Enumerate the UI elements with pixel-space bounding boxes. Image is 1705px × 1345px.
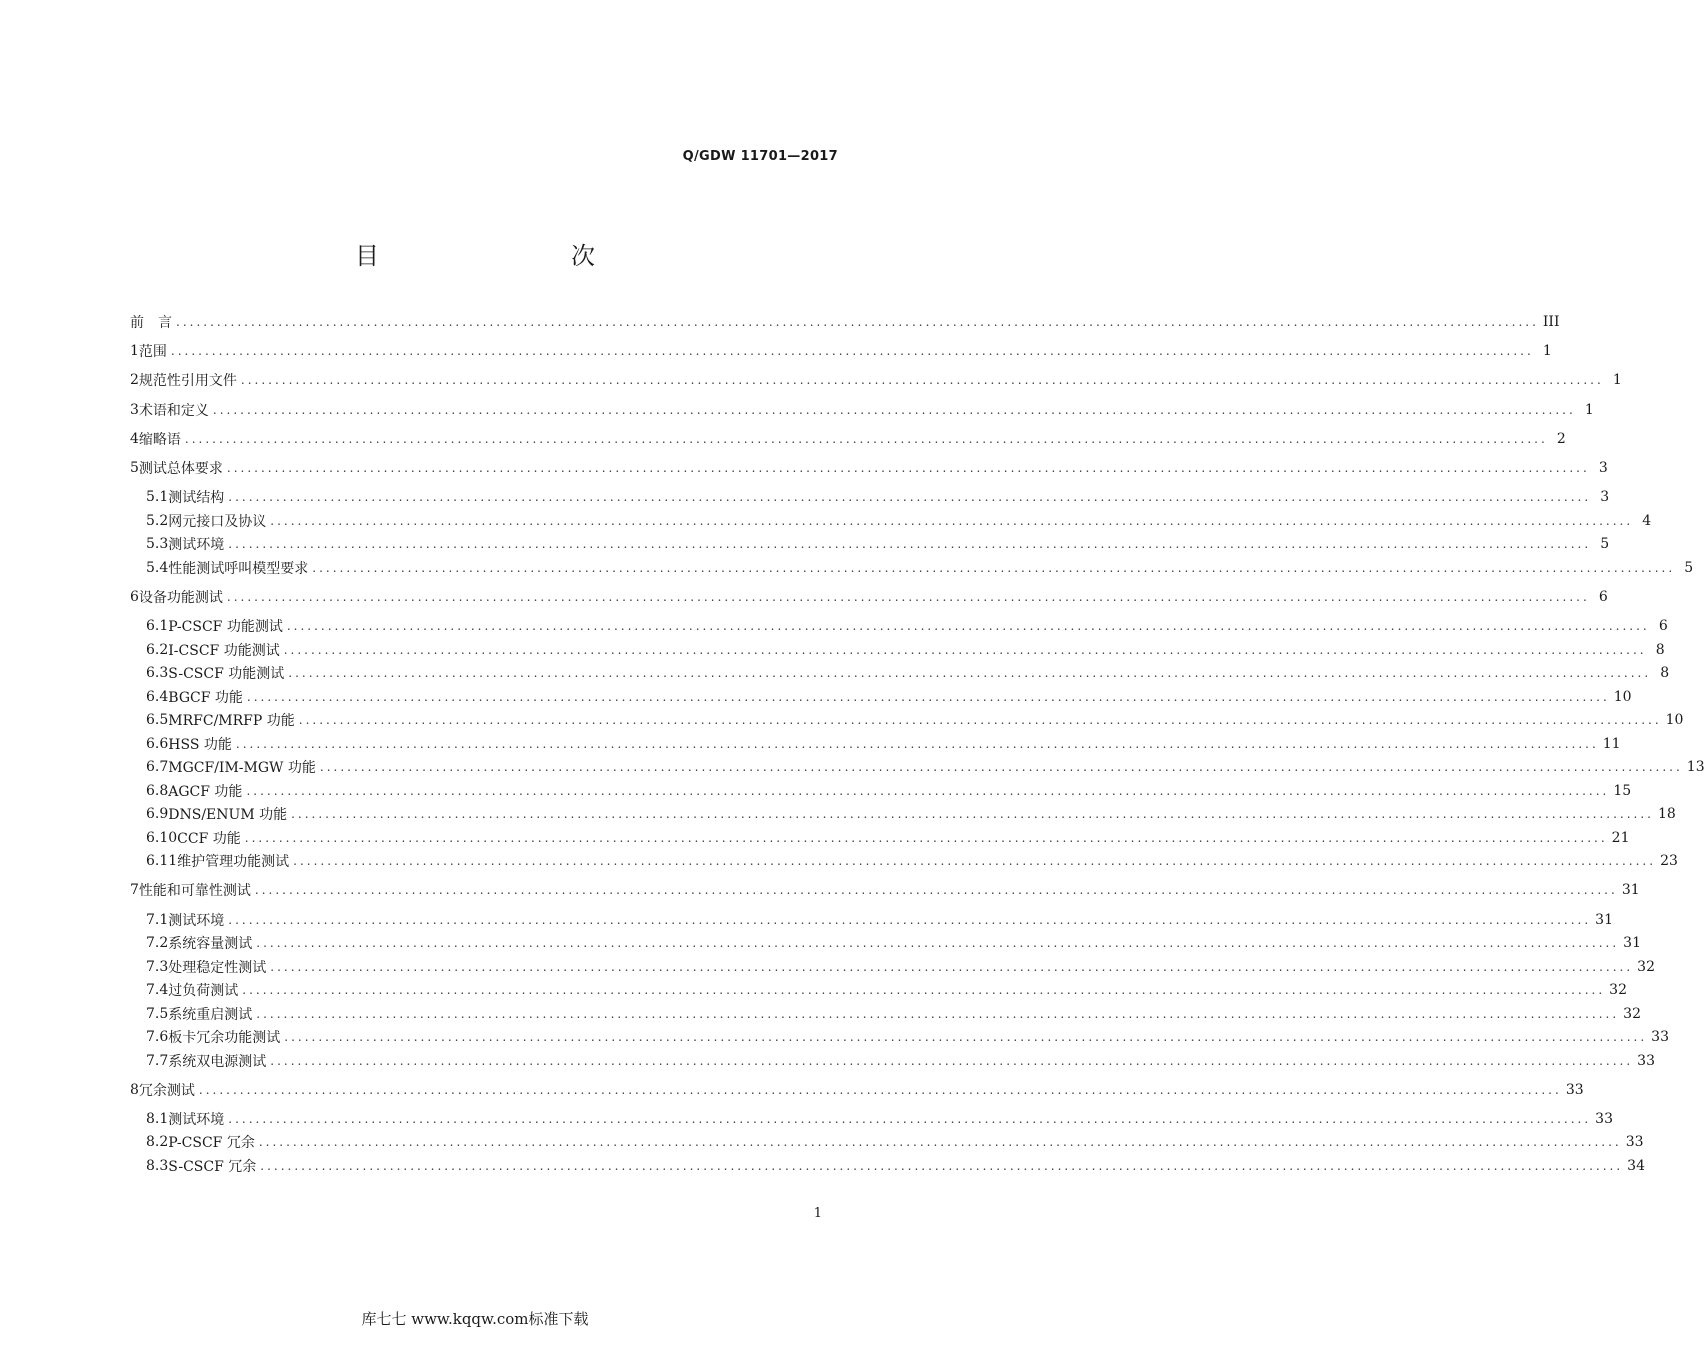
toc-entry[interactable] [130,1080,1584,1100]
toc-entry-label: HSS 功能 [168,736,232,753]
toc-entry[interactable] [146,1156,1645,1176]
toc-entry-number: 8.3 [146,1157,169,1174]
toc-entry[interactable] [146,511,1652,531]
toc-entry-number: 6.7 [146,759,169,776]
toc-entry[interactable] [130,880,1640,900]
toc-entry-label: MGCF/IM-MGW 功能 [168,760,316,777]
toc-entry-number: 7.1 [146,911,169,928]
toc-entry-label: 过负荷测试 [168,983,239,999]
toc-entry-number: 5.3 [146,536,169,553]
toc-entry-page: 5 [1600,536,1610,553]
page-number: 1 [813,1206,822,1221]
toc-leader-dots: ........................................................................................................................................................................................................ [258,1135,1622,1150]
toc-leader-dots: ........................................................................................................................................................................................................ [228,912,1592,927]
toc-entry-label: DNS/ENUM 功能 [168,807,288,824]
toc-entry-label: 性能和可靠性测试 [138,883,251,900]
toc-entry-number: 6.11 [146,853,178,870]
toc-entry-page: 1 [1612,372,1622,389]
toc-leader-dots: ........................................................................................................................................................................................................ [283,642,1647,657]
toc-entry-label: 系统双电源测试 [168,1053,267,1070]
toc-entry-number: 4 [130,430,139,447]
toc-entry-number: 7 [130,882,139,899]
toc-entry-label: 网元接口及协议 [168,513,267,530]
toc-leader-dots: ........................................................................................................................................................................................................ [293,854,1657,869]
toc-entry-page: 3 [1598,460,1608,476]
toc-leader-dots: ........................................................................................................................................................................................................ [270,1053,1634,1068]
toc-leader-dots: ........................................................................................................................................................................................................ [228,1111,1592,1126]
toc-leader-dots: ........................................................................................................................................................................................................ [260,1158,1624,1173]
toc-entry-number: 6.8 [146,782,169,799]
toc-entry-label: S-CSCF 功能测试 [168,666,285,683]
toc-entry[interactable] [146,757,1705,777]
toc-entry[interactable] [146,851,1678,871]
toc-entry-page: 31 [1623,935,1641,951]
toc-entry-page: 32 [1609,982,1627,998]
toc-entry[interactable] [146,616,1668,636]
toc-entry[interactable] [146,558,1694,578]
toc-entry-label: S-CSCF 冗余 [168,1158,257,1175]
toc-entry-page: 10 [1613,688,1632,705]
toc-entry-page: 8 [1660,665,1670,682]
toc-entry-page: 5 [1684,559,1694,576]
toc-entry-number: 6.10 [146,829,178,846]
toc-entry[interactable] [146,804,1676,824]
toc-entry-page: 31 [1621,882,1640,899]
toc-entry[interactable] [146,1132,1644,1152]
toc-leader-dots: ........................................................................................................................................................................................................ [256,1006,1620,1021]
toc-leader-dots: ........................................................................................................................................................................................................ [228,490,1592,505]
toc-entry-label: P-CSCF 冗余 [168,1135,255,1152]
toc-entry-label: 规范性引用文件 [138,373,237,390]
toc-entry[interactable] [146,734,1621,754]
toc-entry-page: 2 [1556,430,1566,447]
toc-entry-label: 测试结构 [168,490,225,507]
toc-entry-number: 7.3 [146,958,169,975]
toc-entry-number: 5 [130,460,139,476]
toc-entry-label: 测试环境 [168,912,225,929]
toc-entry[interactable] [146,534,1610,554]
toc-entry-page: 18 [1658,806,1676,823]
toc-entry-page: 6 [1658,618,1668,635]
toc-entry-page: 8 [1655,641,1665,658]
toc-entry[interactable] [146,640,1665,660]
toc-entry[interactable] [146,980,1627,1000]
toc-entry[interactable] [146,710,1684,730]
toc-entry-label: 前 言 [130,315,172,331]
toc-entry-number: 8 [130,1081,139,1098]
toc-entry[interactable] [130,587,1608,607]
toc-entry-number: 5.1 [146,489,169,506]
toc-entry-number: 7.6 [146,1029,169,1045]
toc-entry-page: 23 [1660,853,1678,870]
toc-entry-label: 测试环境 [168,1111,225,1128]
toc-entry-number: 6.3 [146,665,169,682]
toc-entry-number: 6.4 [146,688,169,705]
toc-leader-dots: ........................................................................................................................................................................................................ [319,760,1683,775]
toc-entry-label: CCF 功能 [177,830,241,847]
toc-entry-page: 32 [1637,958,1655,975]
toc-entry[interactable] [146,828,1630,848]
toc-entry-label: 缩略语 [138,431,181,448]
toc-entry-page: 33 [1651,1029,1669,1045]
toc-entry[interactable] [146,1027,1669,1047]
toc-leader-dots: ........................................................................................................................................................................................................ [246,783,1610,798]
toc-leader-dots: ........................................................................................................................................................................................................ [270,959,1634,974]
toc-entry-number: 6.5 [146,712,169,729]
toc-entry[interactable] [130,312,1560,332]
toc-entry[interactable] [146,910,1613,930]
toc-entry[interactable] [130,458,1608,478]
toc-entry[interactable] [146,487,1610,507]
toc-entry-label: 设备功能测试 [138,589,223,606]
toc-entry[interactable] [130,341,1552,361]
footer-watermark: 库七七 www.kqqw.com标准下载 [361,1310,589,1328]
toc-entry-label: I-CSCF 功能测试 [168,642,280,659]
toc-leader-dots: ........................................................................................................................................................................................................ [198,1082,1562,1097]
toc-leader-dots: ........................................................................................................................................................................................................ [244,830,1608,845]
toc-entry-number: 6 [130,588,139,605]
toc-entry[interactable] [146,781,1632,801]
toc-entry-number: 7.5 [146,1005,169,1022]
toc-leader-dots: ........................................................................................................................................................................................................ [286,619,1650,634]
toc-leader-dots: ........................................................................................................................................................................................................ [226,461,1590,475]
toc-entry-page: 33 [1625,1134,1644,1151]
toc-entry-page: 1 [1584,401,1594,418]
toc-entry[interactable] [146,687,1632,707]
toc-entry-number: 8.2 [146,1134,169,1151]
toc-entry-page: 11 [1602,735,1621,752]
toc-entry[interactable] [146,663,1670,683]
toc-title: 目 次 [355,242,643,270]
document-code: Q/GDW 11701—2017 [682,149,838,164]
toc-entry-page: 15 [1613,782,1632,799]
toc-entry-label: 维护管理功能测试 [177,854,290,871]
toc-leader-dots: ........................................................................................................................................................................................................ [228,537,1592,552]
toc-entry-label: MRFC/MRFP 功能 [168,713,295,730]
toc-entry-label: BGCF 功能 [168,689,243,706]
toc-entry-number: 6.9 [146,806,169,823]
toc-entry[interactable] [146,1109,1613,1129]
toc-leader-dots: ........................................................................................................................................................................................................ [170,344,1534,359]
toc-entry-label: 范围 [138,344,167,361]
toc-leader-dots: ........................................................................................................................................................................................................ [212,402,1576,417]
toc-entry-number: 1 [130,343,139,360]
toc-entry-page: 33 [1637,1052,1655,1069]
toc-entry-label: 处理稳定性测试 [168,959,267,976]
toc-entry-page: 10 [1665,712,1684,729]
toc-entry-number: 8.1 [146,1110,169,1127]
toc-entry-page: 3 [1600,489,1610,506]
toc-entry-label: 性能测试呼叫模型要求 [168,560,309,577]
toc-entry-label: 系统容量测试 [168,936,253,952]
toc-entry-page: 1 [1542,343,1552,360]
toc-entry-number: 7.4 [146,982,169,998]
toc-entry-number: 6.6 [146,735,169,752]
toc-entry-label: 测试总体要求 [138,461,223,477]
toc-entry-page: 34 [1627,1157,1645,1174]
toc-entry-page: III [1542,314,1560,330]
toc-entry-page: 21 [1611,829,1630,846]
toc-entry-label: 术语和定义 [138,402,209,419]
toc-leader-dots: ........................................................................................................................................................................................................ [242,983,1606,997]
toc-entry-number: 6.2 [146,641,169,658]
toc-leader-dots: ........................................................................................................................................................................................................ [291,807,1654,822]
toc-leader-dots: ........................................................................................................................................................................................................ [256,936,1620,950]
toc-entry-number: 7.7 [146,1052,169,1069]
toc-leader-dots: ........................................................................................................................................................................................................ [176,315,1539,329]
toc-leader-dots: ........................................................................................................................................................................................................ [226,589,1590,604]
toc-entry-page: 6 [1598,588,1608,605]
toc-leader-dots: ........................................................................................................................................................................................................ [284,1030,1648,1044]
toc-entry[interactable] [146,1004,1641,1024]
toc-entry[interactable] [130,400,1594,420]
toc-entry-page: 13 [1686,759,1705,776]
toc-entry-page: 4 [1642,512,1652,529]
toc-entry-label: 冗余测试 [138,1082,195,1099]
toc-leader-dots: ........................................................................................................................................................................................................ [235,736,1599,751]
toc-entry-label: 板卡冗余功能测试 [168,1030,281,1046]
toc-entry-label: 系统重启测试 [168,1006,253,1023]
toc-entry[interactable] [146,933,1641,953]
toc-leader-dots: ........................................................................................................................................................................................................ [288,666,1652,681]
toc-entry[interactable] [130,370,1622,390]
toc-entry-page: 33 [1595,1110,1613,1127]
toc-entry-label: 测试环境 [168,537,225,554]
toc-leader-dots: ........................................................................................................................................................................................................ [240,373,1604,388]
toc-entry[interactable] [130,429,1566,449]
toc-entry[interactable] [146,957,1655,977]
toc-entry-page: 33 [1565,1081,1584,1098]
toc-entry-number: 7.2 [146,935,169,951]
toc-leader-dots: ........................................................................................................................................................................................................ [184,431,1548,446]
toc-entry-page: 32 [1623,1005,1641,1022]
toc-entry-number: 3 [130,401,139,418]
toc-leader-dots: ........................................................................................................................................................................................................ [270,513,1634,528]
toc-entry-number: 2 [130,372,139,389]
toc-entry-label: P-CSCF 功能测试 [168,619,283,636]
toc-entry-label: AGCF 功能 [168,783,243,800]
toc-leader-dots: ........................................................................................................................................................................................................ [254,883,1618,898]
toc-leader-dots: ........................................................................................................................................................................................................ [312,560,1676,575]
toc-leader-dots: ........................................................................................................................................................................................................ [246,689,1610,704]
table-of-contents [130,0,1705,1345]
toc-entry-page: 31 [1595,911,1613,928]
toc-entry-number: 6.1 [146,618,169,635]
toc-entry[interactable] [146,1051,1655,1071]
toc-entry-number: 5.4 [146,559,169,576]
toc-entry-number: 5.2 [146,512,169,529]
toc-leader-dots: ........................................................................................................................................................................................................ [298,713,1662,728]
